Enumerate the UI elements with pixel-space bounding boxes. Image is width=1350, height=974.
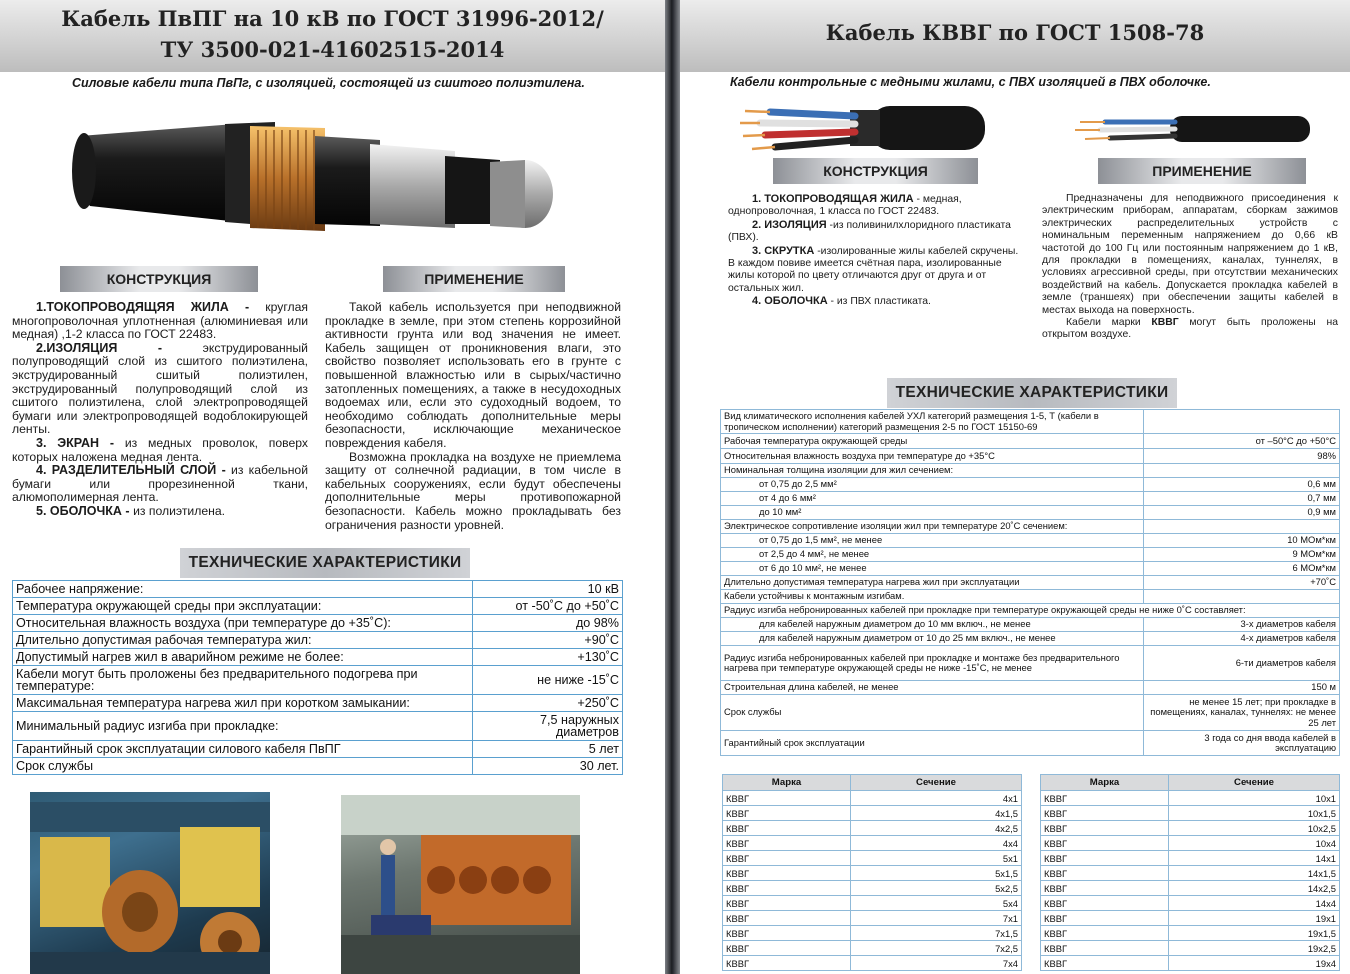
table-row: КВВГ 14х4 xyxy=(1041,896,1340,911)
right-construction-label: КОНСТРУКЦИЯ xyxy=(773,158,978,184)
table-row: КВВГ 10х4 xyxy=(1041,836,1340,851)
table-row: КВВГ 10х1,5 xyxy=(1041,806,1340,821)
left-specs-label: ТЕХНИЧЕСКИЕ ХАРАКТЕРИСТИКИ xyxy=(180,548,470,578)
table-row: Радиус изгиба небронированных кабелей при прокладке при температуре окружающей среды не ниже 0˚С составляет: xyxy=(721,604,1340,618)
table-row: КВВГ 4х2,5 xyxy=(723,821,1022,836)
table-row: Номинальная толщина изоляции для жил сечением: xyxy=(721,464,1340,478)
table-row: Относительная влажность воздуха при температуре до +35°С 98% xyxy=(721,449,1340,464)
table-row: КВВГ 4х4 xyxy=(723,836,1022,851)
right-title: Кабель КВВГ по ГОСТ 1508-78 xyxy=(825,20,1205,45)
left-page xyxy=(0,0,665,974)
table-row: Срок службы не менее 15 лет; при прокладке в помещениях, каналах, туннелях: не менее 25 лет xyxy=(721,695,1340,731)
table-row: КВВГ 4х1,5 xyxy=(723,806,1022,821)
table-row: Температура окружающей среды при эксплуатации: от -50˚С до +50˚С xyxy=(13,598,623,615)
table-row: КВВГ 14х1,5 xyxy=(1041,866,1340,881)
table-row: КВВГ 19х2,5 xyxy=(1041,941,1340,956)
table-header: Марка Сечение xyxy=(723,775,1022,791)
table-row: Электрическое сопротивление изоляции жил при температуре 20˚С сечением: xyxy=(721,520,1340,534)
factory-photo-right xyxy=(341,795,580,974)
pvpg-cable-image xyxy=(60,96,560,266)
table-row: КВВГ 7х1 xyxy=(723,911,1022,926)
right-construction-item: 2. ИЗОЛЯЦИЯ -из поливинилхлоридного пластиката (ПВХ). xyxy=(728,218,1011,244)
left-specs-table xyxy=(12,580,623,775)
left-title-line2: ТУ 3500-021-41602515-2014 xyxy=(160,37,505,62)
right-construction-item: 1. ТОКОПРОВОДЯЩАЯ ЖИЛА - медная, однопроволочная, 1 класса по ГОСТ 22483. xyxy=(728,193,962,218)
left-construction-item: 5. ОБОЛОЧКА - из полиэтилена. xyxy=(36,503,225,518)
right-subtitle: Кабели контрольные с медными жилами, с ПВХ изоляцией в ПВХ оболочке. xyxy=(730,75,1211,89)
table-row: Строительная длина кабелей, не менее 150 м xyxy=(721,681,1340,695)
left-application-paragraph: Такой кабель используется при неподвижной прокладке в земле, при этом степень коррозийной активности грунта или вод значения не имеет. Кабель защищен от проникновения влаги, это свойство позволяет использовать его в грунте с повышенной влажностью или в сырых/частично затопленных помещениях, а также в несудоходных водоемах или, если это судоходный водоем, то необходимо соблюдать дополнительные меры безопасности, исключающие механическое повреждения кабеля. xyxy=(325,300,621,450)
marks-table-right xyxy=(1040,774,1340,971)
kvvg-cable-image-small xyxy=(1070,110,1315,150)
table-row: Рабочее напряжение: 10 кВ xyxy=(13,581,623,598)
table-row: КВВГ 19х4 xyxy=(1041,956,1340,971)
table-row: Длительно допустимая рабочая температура жил: +90˚С xyxy=(13,632,623,649)
table-row: Длительно допустимая температура нагрева жил при эксплуатации +70˚С xyxy=(721,576,1340,590)
table-row: КВВГ 14х2,5 xyxy=(1041,881,1340,896)
right-construction-text xyxy=(728,193,1026,309)
table-row: Допустимый нагрев жил в аварийном режиме не более: +130˚С xyxy=(13,649,623,666)
left-application-paragraph: Возможна прокладка на воздухе не приемлема защиту от солнечной радиации, в том числе в кабельных сооружениях, если будут обеспечены дополнительные меры противопожарной безопасности. Кабель можно прокладывать без ограничения разности уровней. xyxy=(325,449,621,532)
table-row: Относительная влажность воздуха (при температуре до +35˚С): до 98% xyxy=(13,615,623,632)
right-application-paragraph: Кабели марки КВВГ могут быть проложены на открытом воздухе. xyxy=(1042,317,1338,341)
table-row: от 6 до 10 мм², не менее 6 МОм*км xyxy=(721,562,1340,576)
table-row: Вид климатического исполнения кабелей УХЛ категорий размещения 1-5, Т (кабели в тропическом исполнении) категорий размещения 2-5 по ГОСТ 15150-69 xyxy=(721,410,1340,434)
table-row: КВВГ 5х1 xyxy=(723,851,1022,866)
left-construction-item: 4. РАЗДЕЛИТЕЛЬНЫЙ СЛОЙ - из кабельной бумаги или прорезиненной ткани, алюмополимерная лента. xyxy=(12,463,309,505)
table-row: для кабелей наружным диаметром от 10 до 25 мм включ., не менее 4-х диаметров кабеля xyxy=(721,632,1340,646)
left-subtitle: Силовые кабели типа ПвПг, с изоляцией, состоящей из сшитого полиэтилена. xyxy=(72,76,585,90)
left-title-line1: Кабель ПвПГ на 10 кВ по ГОСТ 31996-2012/ xyxy=(61,6,604,31)
table-row: КВВГ 7х2,5 xyxy=(723,941,1022,956)
left-application-text xyxy=(325,301,621,532)
right-application-text xyxy=(1042,193,1338,342)
left-construction-item: 3. ЭКРАН - из медных проволок, поверх которых наложена медная лента. xyxy=(12,435,308,464)
table-row: КВВГ 19х1,5 xyxy=(1041,926,1340,941)
page-spine xyxy=(665,0,680,974)
right-specs-label: ТЕХНИЧЕСКИЕ ХАРАКТЕРИСТИКИ xyxy=(887,378,1177,408)
table-row: Рабочая температура окружающей среды от –50°С до +50°С xyxy=(721,434,1340,449)
table-row: для кабелей наружным диаметром до 10 мм включ., не менее 3-х диаметров кабеля xyxy=(721,618,1340,632)
table-row: Кабели могут быть проложены без предварительного подогрева при температуре: не ниже -15˚С xyxy=(13,666,623,695)
table-row: Радиус изгиба небронированных кабелей при прокладке и монтаже без предварительного нагрева при температуре окружающей среды не ниже -15˚С, не менее 6-ти диаметров кабеля xyxy=(721,646,1340,681)
right-construction-item: 4. ОБОЛОЧКА - из ПВХ пластиката. xyxy=(752,295,931,308)
table-row: КВВГ 5х2,5 xyxy=(723,881,1022,896)
left-construction-item: 1.ТОКОПРОВОДЯЩЯЯ ЖИЛА - круглая многопроволочная уплотненная (алюминиевая или медная) ,1-2 класса по ГОСТ 22483. xyxy=(12,300,308,342)
right-specs-table xyxy=(720,409,1340,756)
table-row: от 0,75 до 2,5 мм² 0,6 мм xyxy=(721,478,1340,492)
table-row: Гарантийный срок эксплуатации силового кабеля ПвПГ 5 лет xyxy=(13,741,623,758)
table-row: от 2,5 до 4 мм², не менее 9 МОм*км xyxy=(721,548,1340,562)
table-row: КВВГ 10х1 xyxy=(1041,791,1340,806)
table-row: КВВГ 5х1,5 xyxy=(723,866,1022,881)
left-construction-text xyxy=(12,301,308,519)
table-row: КВВГ 4х1 xyxy=(723,791,1022,806)
table-row: КВВГ 10х2,5 xyxy=(1041,821,1340,836)
table-row: КВВГ 7х4 xyxy=(723,956,1022,971)
table-row: Минимальный радиус изгиба при прокладке: 7,5 наружных диаметров xyxy=(13,712,623,741)
left-construction-item: 2.ИЗОЛЯЦИЯ - экструдированный полупроводящий слой из сшитого полиэтилена, экструдированный сшитый полиэтилен, экструдированный полупроводящий слой из сшитого полиэтилена, слой электропроводящей бумаги или электропроводящей водоблокирующей ленты. xyxy=(12,340,308,437)
right-page xyxy=(680,0,1350,974)
left-application-label: ПРИМЕНЕНИЕ xyxy=(383,266,565,292)
kvvg-cable-image-large xyxy=(740,98,990,158)
table-row: от 0,75 до 1,5 мм², не менее 10 МОм*км xyxy=(721,534,1340,548)
table-row: КВВГ 7х1,5 xyxy=(723,926,1022,941)
table-row: до 10 мм² 0,9 мм xyxy=(721,506,1340,520)
table-row: КВВГ 19х1 xyxy=(1041,911,1340,926)
table-header: Марка Сечение xyxy=(1041,775,1340,791)
table-row: Срок службы 30 лет. xyxy=(13,758,623,775)
factory-photo-left xyxy=(30,792,270,974)
table-row: от 4 до 6 мм² 0,7 мм xyxy=(721,492,1340,506)
table-row: Гарантийный срок эксплуатации 3 года со дня ввода кабелей в эксплуатацию xyxy=(721,731,1340,756)
table-row: КВВГ 14х1 xyxy=(1041,851,1340,866)
right-construction-item: 3. СКРУТКА -изолированные жилы кабелей скручены. В каждом повиве имеется счётная пара, изолированные жилы которой по цвету отличаются друг от друга и от остальных жил. xyxy=(728,244,1019,294)
left-construction-label: КОНСТРУКЦИЯ xyxy=(60,266,258,292)
marks-table-left xyxy=(722,774,1022,971)
table-row: Кабели устойчивы к монтажным изгибам. xyxy=(721,590,1340,604)
right-application-label: ПРИМЕНЕНИЕ xyxy=(1098,158,1306,184)
table-row: Максимальная температура нагрева жил при коротком замыкании: +250˚С xyxy=(13,695,623,712)
table-row: КВВГ 5х4 xyxy=(723,896,1022,911)
right-application-paragraph: Предназначены для неподвижного присоединения к электрическим приборам, аппаратам, сборкам зажимов электрических распределительных устройств с номинальным переменным напряжением до 0,66 кВ частотой до 100 Гц или постоянным напряжением до 1 кВ, для прокладки в помещениях, каналах, туннелях, в условиях агрессивной среды, при отсутствии механических воздействий на кабель. Допускается прокладка кабелей в земле (траншеях) при обеспечении защиты кабелей в местах выхода на поверхность. xyxy=(1042,193,1338,316)
